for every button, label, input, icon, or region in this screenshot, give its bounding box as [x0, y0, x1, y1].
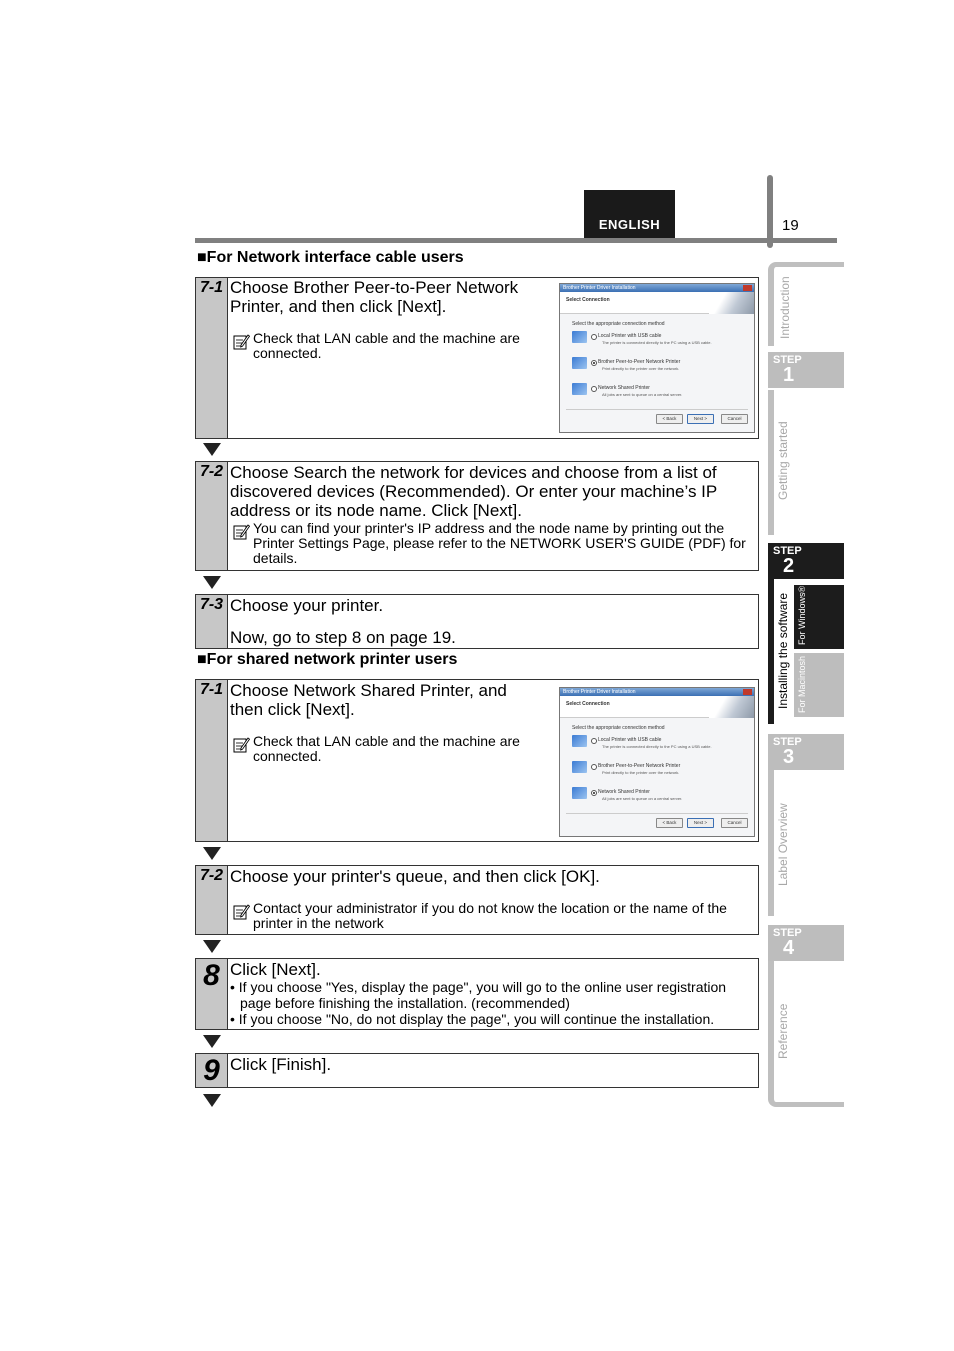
down-arrow-icon	[203, 847, 221, 860]
radio-peer-to-peer[interactable]	[591, 360, 597, 366]
option-usb-label: Local Printer with USB cable	[598, 333, 662, 339]
step-label-box	[196, 278, 228, 438]
shared-step-7-1	[195, 679, 759, 842]
note-text: You can find your printer's IP address and the node name by printing out the Printer Settings Page, please refer to the NETWORK USER'S GUIDE (PDF) for details.	[253, 520, 746, 566]
option-usb-sub: The printer is connected directly to the PC using a USB cable.	[602, 340, 712, 345]
option-p2p-sub: Print directly to the printer over the network.	[602, 770, 680, 775]
dialog-separator	[566, 813, 748, 814]
dialog-title: Brother Printer Driver Installation	[560, 284, 754, 292]
option-shared-label: Network Shared Printer	[598, 789, 650, 795]
header-swoosh-graphic	[709, 292, 754, 314]
option-p2p-sub: Print directly to the printer over the network.	[602, 366, 680, 371]
option-usb-label: Local Printer with USB cable	[598, 737, 662, 743]
close-icon	[743, 285, 752, 291]
note-pencil-icon	[233, 333, 250, 350]
usb-printer-icon	[572, 331, 587, 343]
sidebar-label-reference: Reference	[776, 1003, 790, 1059]
dialog-prompt: Select the appropriate connection method	[572, 321, 665, 327]
step-label: 7-1	[199, 681, 224, 698]
radio-peer-to-peer[interactable]	[591, 764, 597, 770]
usb-printer-icon	[572, 735, 587, 747]
step-label: 7-2	[199, 867, 224, 884]
step-label-box	[196, 959, 228, 1029]
network-step-7-3	[195, 594, 759, 649]
shared-printer-icon	[572, 787, 587, 799]
sidebar-label-getting-started: Getting started	[776, 421, 790, 500]
step-note	[230, 901, 753, 931]
step-text: Click [Finish].	[230, 1055, 332, 1074]
step-label: 7-2	[199, 463, 224, 480]
network-step-7-1	[195, 277, 759, 439]
radio-usb[interactable]	[591, 334, 597, 340]
step-word: STEP	[773, 354, 802, 366]
language-tab: ENGLISH	[584, 190, 675, 238]
step-note	[230, 331, 543, 361]
step-label-box	[196, 595, 228, 648]
sidebar-tab-installing[interactable]	[768, 579, 844, 724]
sidebar-step-3-badge[interactable]	[768, 734, 844, 770]
back-button[interactable]: < Back	[656, 818, 683, 828]
radio-shared[interactable]	[591, 386, 597, 392]
step-number: 3	[783, 746, 795, 768]
dialog-separator	[566, 409, 748, 410]
bullet-yes: • If you choose "Yes, display the page", you will go to the online user registration page before finishing the installation. (recommended)	[230, 979, 727, 1011]
step-word: STEP	[773, 927, 802, 939]
dialog-header: Select Connection	[566, 297, 610, 303]
dialog-header: Select Connection	[566, 701, 610, 707]
network-printer-icon	[572, 761, 587, 773]
sidebar-tab-reference[interactable]	[768, 961, 844, 1107]
down-arrow-icon	[203, 1035, 221, 1048]
note-pencil-icon	[233, 736, 250, 753]
network-section-heading: ■For Network interface cable users	[197, 249, 464, 266]
sidebar-tab-label-overview[interactable]	[768, 770, 844, 916]
radio-shared[interactable]	[591, 790, 597, 796]
step-number: 1	[783, 364, 795, 386]
sidebar-subtab-windows[interactable]	[794, 585, 844, 649]
step-8	[195, 958, 759, 1030]
note-text: Check that LAN cable and the machine are connected.	[253, 733, 520, 764]
dialog-screenshot	[559, 283, 755, 433]
down-arrow-icon	[203, 576, 221, 589]
step-number: 2	[783, 555, 795, 577]
header-swoosh-graphic	[709, 696, 754, 718]
option-p2p-label: Brother Peer-to-Peer Network Printer	[598, 359, 681, 365]
sidebar-label-macintosh: For Macintosh	[797, 655, 807, 713]
sidebar-label-installing: Installing the software	[776, 592, 790, 709]
step-label-box	[196, 1054, 228, 1087]
dialog-prompt: Select the appropriate connection method	[572, 725, 665, 731]
cancel-button[interactable]: Cancel	[721, 818, 748, 828]
note-text: Contact your administrator if you do not know the location or the name of the printer in the network	[253, 900, 727, 931]
down-arrow-icon	[203, 940, 221, 953]
option-shared-label: Network Shared Printer	[598, 385, 650, 391]
step-number: 4	[783, 937, 795, 959]
option-usb-sub: The printer is connected directly to the PC using a USB cable.	[602, 744, 712, 749]
sidebar-step-2-badge[interactable]	[768, 543, 844, 579]
shared-step-7-2	[195, 865, 759, 935]
shared-printer-icon	[572, 383, 587, 395]
next-button[interactable]: Next >	[687, 414, 714, 424]
sidebar-tab-introduction[interactable]	[768, 262, 844, 346]
step-note	[230, 521, 748, 566]
step-label-box	[196, 462, 228, 570]
option-p2p-label: Brother Peer-to-Peer Network Printer	[598, 763, 681, 769]
note-pencil-icon	[233, 903, 250, 920]
dialog-screenshot	[559, 687, 755, 837]
step-label-box	[196, 866, 228, 934]
step-label: 8	[203, 959, 220, 992]
down-arrow-icon	[203, 443, 221, 456]
sidebar-label-windows: For Windows®	[797, 585, 807, 645]
note-text: Check that LAN cable and the machine are connected.	[253, 330, 520, 361]
option-shared-sub: All jobs are sent to queue on a central server.	[602, 796, 683, 801]
sidebar-label-label-overview: Label Overview	[776, 803, 790, 886]
step-text: Choose Network Shared Printer, and then click [Next].	[230, 681, 507, 719]
cancel-button[interactable]: Cancel	[721, 414, 748, 424]
sidebar-step-4-badge[interactable]	[768, 925, 844, 961]
sidebar-step-1-badge[interactable]	[768, 352, 844, 388]
sidebar-tab-getting-started[interactable]	[768, 390, 844, 535]
step-label-box	[196, 680, 228, 841]
step-text: Choose your printer.	[230, 596, 384, 615]
dialog-title: Brother Printer Driver Installation	[560, 688, 754, 696]
shared-section-heading: ■For shared network printer users	[197, 651, 458, 668]
step-9	[195, 1053, 759, 1088]
step-note	[230, 734, 543, 764]
step-text-continue: Now, go to step 8 on page 19.	[230, 628, 456, 647]
step-label: 9	[203, 1054, 220, 1087]
option-shared-sub: All jobs are sent to queue on a central server.	[602, 392, 683, 397]
step-word: STEP	[773, 736, 802, 748]
network-step-7-2	[195, 461, 759, 571]
sidebar-subtab-macintosh[interactable]	[794, 653, 844, 717]
next-button[interactable]: Next >	[687, 818, 714, 828]
close-icon	[743, 689, 752, 695]
step-label: 7-3	[199, 596, 224, 613]
step-text: Choose your printer's queue, and then click [OK].	[230, 867, 600, 886]
step-label: 7-1	[199, 279, 224, 296]
network-printer-icon	[572, 357, 587, 369]
step-text: Choose Brother Peer-to-Peer Network Printer, and then click [Next].	[230, 278, 519, 316]
bullet-no: • If you choose "No, do not display the page", you will continue the installation.	[230, 1011, 715, 1027]
note-pencil-icon	[233, 523, 250, 540]
step-text: Choose Search the network for devices and choose from a list of discovered devices (Recommended). Or enter your machine’s IP address or its node name. Click [Next].	[230, 463, 717, 520]
step-word: STEP	[773, 545, 802, 557]
down-arrow-icon	[203, 1094, 221, 1107]
step-text: Click [Next].	[230, 960, 321, 979]
sidebar-label-introduction: Introduction	[778, 276, 792, 339]
radio-usb[interactable]	[591, 738, 597, 744]
page-number: 19	[782, 217, 799, 234]
back-button[interactable]: < Back	[656, 414, 683, 424]
header-rule	[195, 238, 837, 243]
